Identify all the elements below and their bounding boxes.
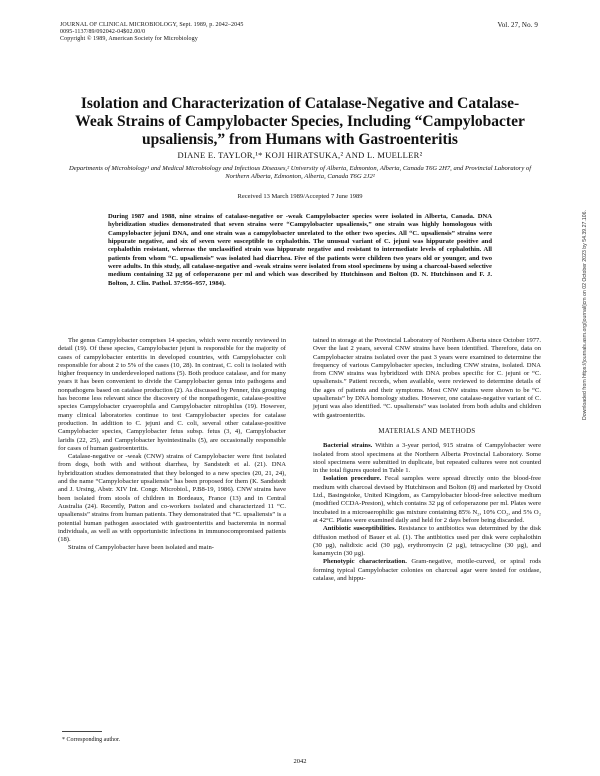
journal-header [60, 22, 390, 43]
run-in-heading: Bacterial strains. [323, 442, 373, 450]
run-in-heading: Isolation procedure. [323, 475, 382, 483]
copyright-line: Copyright © 1989, American Society for Microbiology [60, 36, 198, 42]
methods-paragraph [313, 558, 541, 583]
volume-label: Vol. 27, No. 9 [497, 21, 538, 29]
section-heading: MATERIALS AND METHODS [378, 427, 476, 435]
footnote: * Corresponding author. [62, 737, 121, 743]
issn-line: 0095-1137/89/092042-04$02.00/0 [60, 29, 146, 35]
journal-citation: JOURNAL OF CLINICAL MICROBIOLOGY, Sept. 1989, p. 2042–2045 [60, 22, 244, 28]
body-paragraph: Strains of Campylobacter have been isolated and main- [68, 544, 214, 552]
received-dates: Received 13 March 1989/Accepted 7 June 1989 [237, 193, 363, 200]
run-in-heading: Phenotypic characterization. [323, 558, 407, 566]
affiliations: Departments of Microbiology¹ and Medical Microbiology and Infectious Diseases,² University of Alberta, Edmonton, Alberta, Canada T6G 2H7, and Provincial Laboratory of Northern Alberta, Edmonton, Alberta, Canada T6G 2J2² [68, 165, 532, 181]
methods-paragraph [313, 442, 541, 475]
body-paragraph: The genus Campylobacter comprises 14 species, which were recently reviewed in detail (19). Of these species, Campylobacter jejuni is responsible for the majority of cases of campylobacter enteritis in developed countries, with Campylobacter coli responsible for about 2 to 5% of the cases (10, 28). In contrast, C. coli is isolated with higher frequency in underdeveloped nations (5). Both produce catalase, and for many years it has been convenient to divide the Campylobacter genus into pathogens and nonpathogens based on catalase production (2). As discussed by Penner, this grouping has become less relevant since the discovery of the nonpathogenic, catalase-positive species Campylobacter cryaerophila and Campylobacter nitrophilus (19). However, many clinical laboratories continue to test Campylobacter species for catalase production. In addition to C. jejuni and C. coli, several other catalase-positive Campylobacter species, Campylobacter fetus subsp. fetus (3, 4), Campylobacter laridis (22, 25), and Campylobacter hyointestinalis (5), are occasionally responsible for cases of human gastroenteritis. [58, 337, 286, 452]
body-paragraph: Catalase-negative or -weak (CNW) strains of Campylobacter were first isolated from dogs, both with and without diarrhea, by Sandstedt et al. (21). DNA hybridization studies demonstrated that they belonged to a new species (20, 21, 24), and the name “Campylobacter upsaliensis” has been proposed for them (K. Sandstedt and J. Ursing, Abstr. XIV Int. Congr. Microbiol., P.B8-19, 1986). CNW strains have been isolated from stools of children in Bordeaux, France (13) and in Central Australia (24). Recently, Patton and co-workers isolated and characterized 11 “C. upsaliensis” strains from human patients. They demonstrated that “C. upsaliensis” is a potential human pathogen associated with gastroenteritis and bacteremia in normal individuals, as well as with opportunistic infections in immunocompromised patients (18). [58, 453, 286, 544]
paragraph-text: Fecal samples were spread directly onto the blood-free medium with charcoal devised by Hutchinson and Bolton (8) and marketed by Oxoid Ltd., Basingstoke, United Kingdom, as Campylobacter blood-free selective medium (modified CCDA-Preston), which contains 32 µg of cefoperazone per ml. Plates were incubated in a microaerophilic gas mixture containing 85% N₂, 10% CO₂, and 5% O₂ at 42°C. Plates were examined daily and held for 2 days before being discarded. [313, 475, 541, 524]
author-list: DIANE E. TAYLOR,¹* KOJI HIRATSUKA,² AND L. MUELLER² [177, 150, 423, 160]
page-number: 2042 [293, 758, 307, 765]
right-column [313, 337, 541, 583]
paragraph-text: Resistance to antibiotics was determined by the disk diffusion method of Bauer et al. (1). The antibiotics used per disk were cephalothin (30 µg), nalidixic acid (30 µg), erythromycin (2 µg), tetracycline (30 µg), and kanamycin (30 µg). [313, 525, 541, 558]
methods-paragraph [313, 475, 541, 525]
article-title: Isolation and Characterization of Catalase-Negative and Catalase-Weak Strains of Campylobacter Species, Including “Campylobacter upsaliensis,” from Humans with Gastroenteritis [75, 95, 525, 148]
methods-paragraph [313, 525, 541, 558]
download-watermark: Downloaded from https://journals.asm.org/journal/jcm on 02 October 2023 by 54.39.27.106. [582, 210, 588, 420]
run-in-heading: Antibiotic susceptibilities. [323, 525, 397, 533]
footnote-rule [62, 731, 102, 732]
paragraph-text: Within a 3-year period, 915 strains of Campylobacter were isolated from stool specimens at the Northern Alberta Provincial Laboratory. Some stool specimens were submitted in duplicate, but repeated cultures were not counted in the total figures quoted in Table 1. [313, 442, 541, 475]
abstract: During 1987 and 1988, nine strains of catalase-negative or -weak Campylobacter species were isolated in Alberta, Canada. DNA hybridization studies demonstrated that seven strains were “Campylobacter upsaliensis,” one strain was highly homologous with Campylobacter jejuni DNA, and one strain was a campylobacter unrelated to the other two species. All “C. upsaliensis” strains were hippurate negative, and six of seven were susceptible to cephalothin. The unusual variant of C. jejuni was hippurate positive and cephalothin resistant, whereas the unclassified strain was hippurate negative and resistant to intermediate levels of cephalothin. All patients from whom “C. upsaliensis” was isolated had diarrhea. Five of the patients were children two years old or younger, and two were adults. In this study, all catalase-negative and -weak strains were isolated from stool specimens by using a charcoal-based selective medium containing 32 µg of cefoperazone per ml and which was described by Hutchinson and Bolton (D. N. Hutchinson and F. J. Bolton, J. Clin. Pathol. 37:956–957, 1984). [108, 213, 492, 287]
paragraph-text: Gram-negative, motile-curved, or spiral rods forming typical Campylobacter colonies on charcoal agar were tested for oxidase, catalase, and hippu- [313, 558, 541, 583]
left-column [58, 337, 286, 553]
body-paragraph: tained in storage at the Provincial Laboratory of Northern Alberta since October 1977. Over the last 2 years, several CNW strains have been identified. Therefore, data on Campylobacter strains isolated over the past 3 years were examined to determine the frequency of various Campylobacter species, including CNW strains, isolated. DNA from CNW strains was hybridized with DNA probes specific for C. jejuni or “C. upsaliensis.” Patient records, when available, were reviewed to determine details of the ages of patients and their symptoms. Most CNW strains were shown to be “C. upsaliensis” by DNA homology studies. However, one catalase-negative variant of C. jejuni was also identified. “C. upsaliensis” was isolated from both adults and children with gastroenteritis. [313, 337, 541, 419]
